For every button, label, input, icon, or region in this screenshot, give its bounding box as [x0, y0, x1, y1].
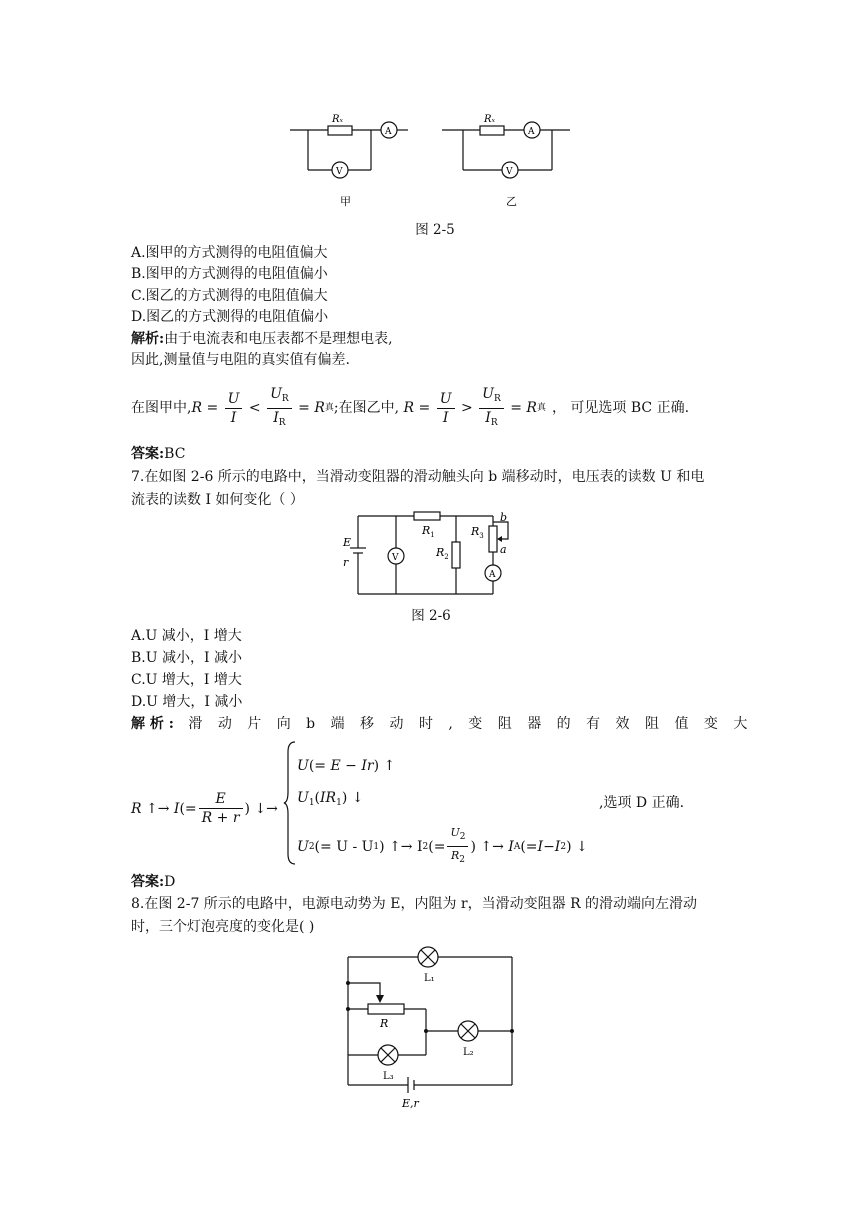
label-b: b [500, 511, 508, 524]
figure-2-5-caption: 图 2-5 [415, 222, 455, 238]
q7-answer-label: 答案: [131, 874, 165, 890]
q6-formula: 在图甲中, R = $\frac{U}{I}$ < $\frac{U_R}{I_R}$ = R 真 ;在图乙中, R = $\frac{U}{I}$ > $\frac{U_R}{I_R}$ = R 真 ， 可见选项 BC 正确. [131, 385, 690, 428]
q7-analysis-text: 滑 动 片 向 b 端 移 动 时 , 变 阻 器 的 有 效 阻 值 变 大 [188, 716, 753, 732]
q8-stem-line2: 时，三个灯泡亮度的变化是( ) [131, 919, 315, 935]
q7-analysis [131, 714, 753, 734]
l3-label: L₃ [383, 1071, 394, 1082]
q7-option-d: D.U 增大，I 减小 [131, 694, 243, 710]
q7-option-c: C.U 增大，I 增大 [131, 672, 242, 688]
q6-answer-value: BC [164, 446, 186, 462]
q6-formula-prefix: 在图甲中, [131, 400, 192, 416]
true-sub-2: 真 [536, 403, 546, 413]
q6-analysis-line1 [131, 329, 393, 349]
l2-label: L₂ [463, 1047, 474, 1058]
r2-label: $R_2$ [436, 546, 449, 561]
r-label: R [380, 1017, 389, 1030]
q6-option-a: A.图甲的方式测得的电阻值偏大 [131, 245, 328, 261]
voltmeter-label: V [392, 553, 399, 563]
q6-option-c: C.图乙的方式测得的电阻值偏大 [131, 288, 328, 304]
q6-answer [131, 444, 185, 464]
q7-answer [131, 872, 175, 892]
ammeter-label-right: A [528, 127, 535, 137]
q7-option-b: B.U 减小，I 减小 [131, 650, 242, 666]
q6-analysis-label: 解析: [131, 331, 165, 347]
q7-stem-line2: 流表的读数 I 如何变化（ ） [131, 492, 304, 508]
voltmeter-label-right: V [506, 167, 513, 177]
q6-option-d: D.图乙的方式测得的电阻值偏小 [131, 309, 329, 325]
label-E: E [343, 536, 352, 549]
label-jia: 甲 [340, 195, 351, 208]
label-yi: 乙 [506, 195, 517, 208]
er-label: E,r [402, 1097, 419, 1110]
figure-2-6-caption: 图 2-6 [411, 608, 451, 624]
q6-option-b: B.图甲的方式测得的电阻值偏小 [131, 266, 328, 282]
label-r: r [343, 556, 349, 569]
ammeter-label-left: A [385, 127, 392, 137]
q8-stem-line1: 8.在图 2-7 所示的电路中，电源电动势为 E，内阻为 r，当滑动变阻器 R 的滑动端向左滑动 [131, 896, 698, 912]
rx-label-left: Rₓ [332, 114, 344, 125]
figure-2-7 [340, 945, 520, 1115]
q6-formula-suffix: ， 可见选项 BC 正确. [551, 400, 690, 416]
q7-analysis-label: 解 析 : [131, 716, 174, 732]
ammeter-label: A [489, 570, 496, 580]
l1-label: L₁ [424, 973, 435, 984]
label-a: a [500, 543, 507, 556]
q7-option-a: A.U 减小，I 增大 [131, 628, 242, 644]
q6-formula-mid: ;在图乙中, [333, 400, 400, 416]
voltmeter-label-left: V [336, 167, 343, 177]
rx-label-right: Rₓ [484, 114, 496, 125]
r3-label: $R_3$ [471, 525, 484, 540]
q7-conclusion: ,选项 D 正确. [599, 795, 685, 811]
q6-analysis-line2: 因此,测量值与电阻的真实值有偏差. [131, 352, 350, 368]
q6-answer-label: 答案: [131, 446, 165, 462]
figure-2-6 [338, 508, 528, 600]
r1-label: $R_1$ [422, 524, 435, 539]
true-sub-1: 真 [324, 403, 334, 413]
q6-analysis-text: 由于电流表和电压表都不是理想电表, [164, 331, 393, 347]
q7-formula: R ↑→ I (= $\frac{E}{R + r}$ ) ↓→ U(= E − Ir) ↑ $U_1(IR_1)$ ↓ U 2 (= U - U 1 ) ↑→ I 2 (= $\frac{U_2}{R_2}$ ) ↑→ I A (= I − I 2 ) ↓ ,选项 D 正确. [131, 740, 731, 868]
q7-stem-line1: 7.在如图 2-6 所示的电路中，当滑动变阻器的滑动触头向 b 端移动时，电压表的读数 U 和电 [131, 469, 705, 485]
figure-2-5 [280, 108, 580, 213]
q7-answer-value: D [164, 874, 176, 890]
